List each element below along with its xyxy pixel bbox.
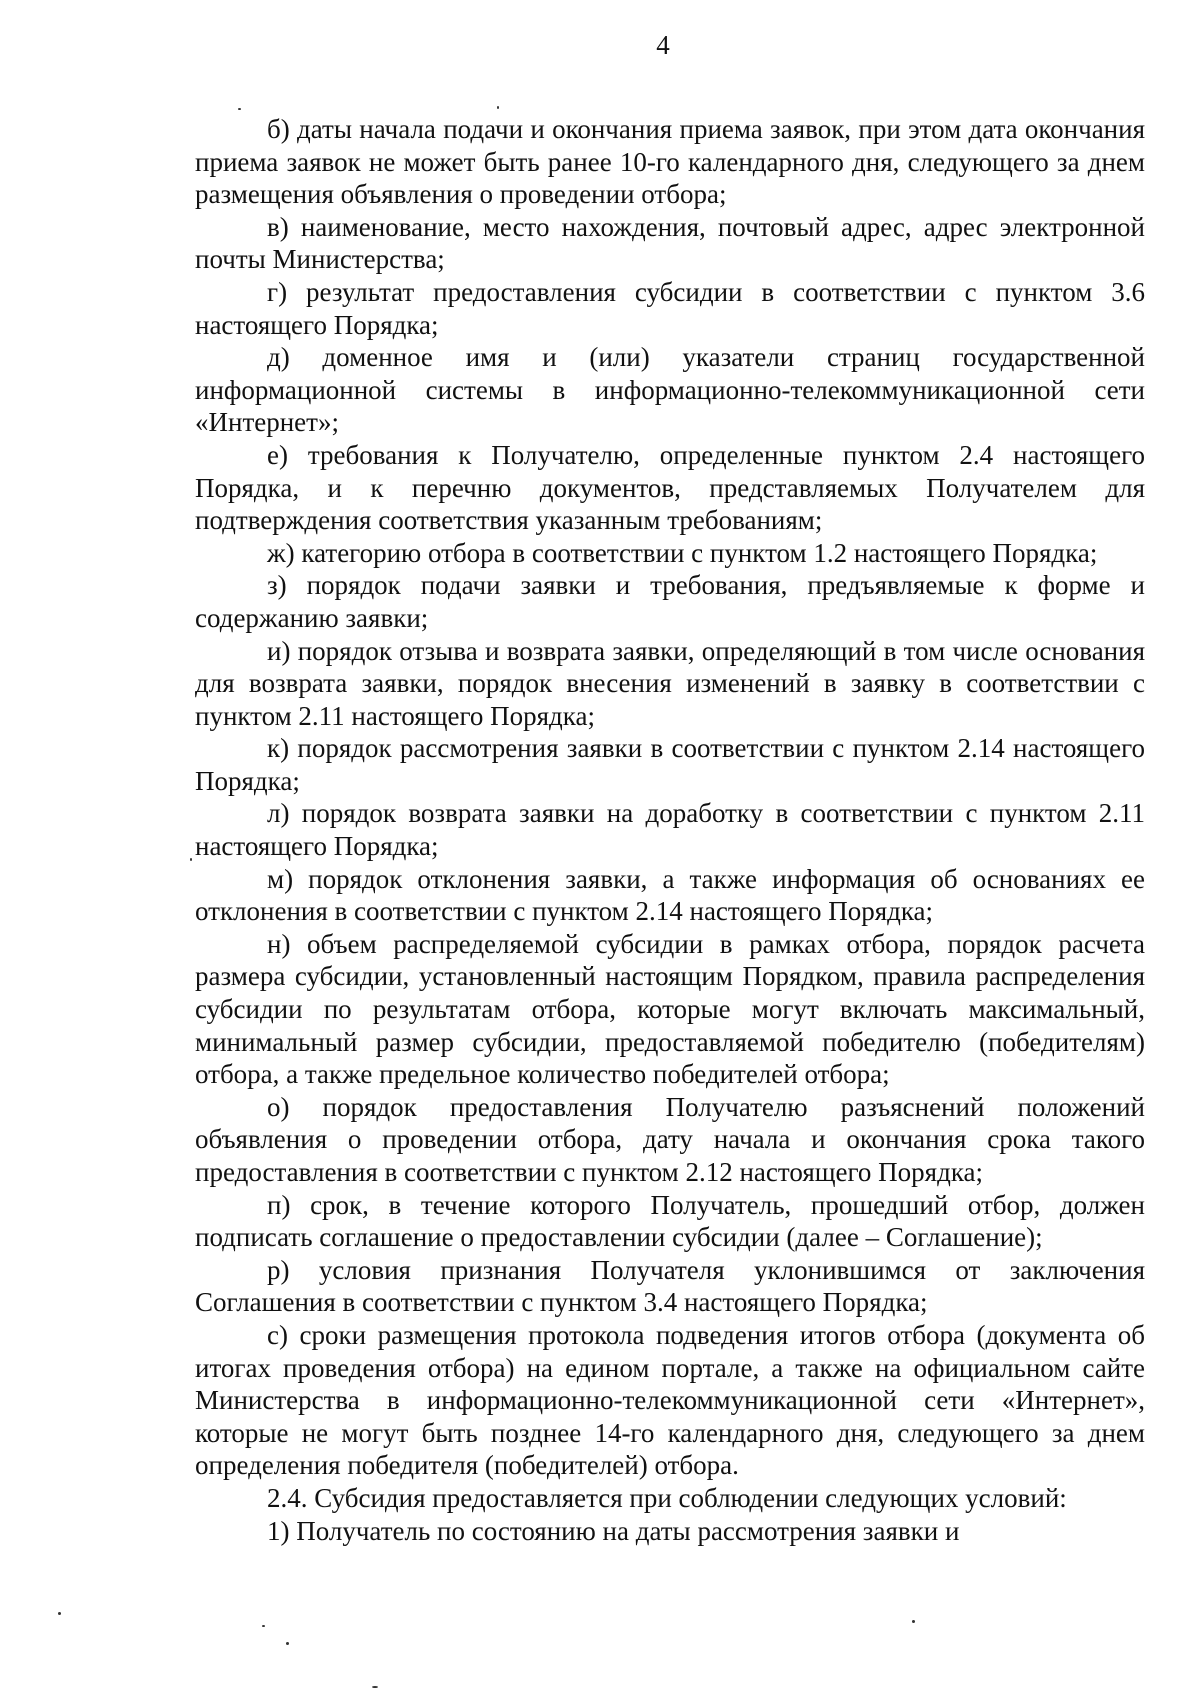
paragraph-l: л) порядок возврата заявки на доработку в соответствии с пунктом 2.11 настоящего Порядка; [195,798,1145,862]
page-number: 4 [656,30,670,60]
paragraph-g: г) результат предоставления субсидии в соответствии с пунктом 3.6 настоящего Порядка; [195,276,1145,340]
scan-speck [238,108,241,110]
scan-speck [286,1642,289,1645]
scan-speck [372,1686,378,1688]
scan-speck [58,1612,61,1615]
paragraph-zh: ж) категорию отбора в соответствии с пунктом 1.2 настоящего Порядка; [267,537,1098,568]
paragraph-p: п) срок, в течение которого Получатель, прошедший отбор, должен подписать соглашение о предоставлении субсидии (далее – Соглашение); [195,1189,1145,1253]
paragraph-r: р) условия признания Получателя уклонившимся от заключения Соглашения в соответствии с пунктом 3.4 настоящего Порядка; [195,1254,1145,1318]
paragraph-o: о) порядок предоставления Получателю разъяснений положений объявления о проведении отбора, дату начала и окончания срока такого предоставления в соответствии с пунктом 2.12 настоящего Порядка; [195,1091,1145,1187]
scan-speck [912,1620,915,1623]
paragraph-d: д) доменное имя и (или) указатели страниц государственной информационной системы в информационно-телекоммуникационной сети «Интернет»; [195,342,1145,438]
scan-speck [497,106,499,109]
paragraph-e: е) требования к Получателю, определенные пунктом 2.4 настоящего Порядка, и к перечню документов, представляемых Получателем для подтверждения соответствия указанным требованиям; [195,439,1145,536]
scan-speck [190,858,192,861]
paragraph-v: в) наименование, место нахождения, почтовый адрес, адрес электронной почты Министерства; [195,211,1145,275]
document-body [195,113,1145,1547]
paragraph-b: б) даты начала подачи и окончания приема заявок, при этом дата окончания приема заявок не может быть ранее 10-го календарного дня, следующего за днем размещения объявления о проведении отбора; [195,114,1145,210]
paragraph-z: з) порядок подачи заявки и требования, предъявляемые к форме и содержанию заявки; [195,570,1145,633]
paragraph-k: к) порядок рассмотрения заявки в соответствии с пунктом 2.14 настоящего Порядка; [195,733,1145,796]
paragraph-i: и) порядок отзыва и возврата заявки, определяющий в том числе основания для возврата заявки, порядок внесения изменений в заявку в соответствии с пунктом 2.11 настоящего Порядка; [195,635,1145,731]
paragraph-m: м) порядок отклонения заявки, а также информация об основаниях ее отклонения в соответствии с пунктом 2.14 настоящего Порядка; [195,863,1145,927]
paragraph-n: н) объем распределяемой субсидии в рамках отбора, порядок расчета размера субсидии, установленный настоящим Порядком, правила распределения субсидии по результатам отбора, которые могут включать максимальный, минимальный размер субсидии, предоставляемой победителю (победителям) отбора, а также предельное количество победителей отбора; [195,928,1145,1090]
condition-1: 1) Получатель по состоянию на даты рассмотрения заявки и [267,1515,960,1546]
scan-speck [262,1625,265,1627]
section-2-4-heading: 2.4. Субсидия предоставляется при соблюдении следующих условий: [267,1482,1067,1513]
paragraph-s: с) сроки размещения протокола подведения итогов отбора (документа об итогах проведения отбора) на едином портале, а также на официальном сайте Министерства в информационно-телекоммуникационной сети «Интернет», которые не могут быть позднее 14-го календарного дня, следующего за днем определения победителя (победителей) отбора. [195,1319,1145,1481]
